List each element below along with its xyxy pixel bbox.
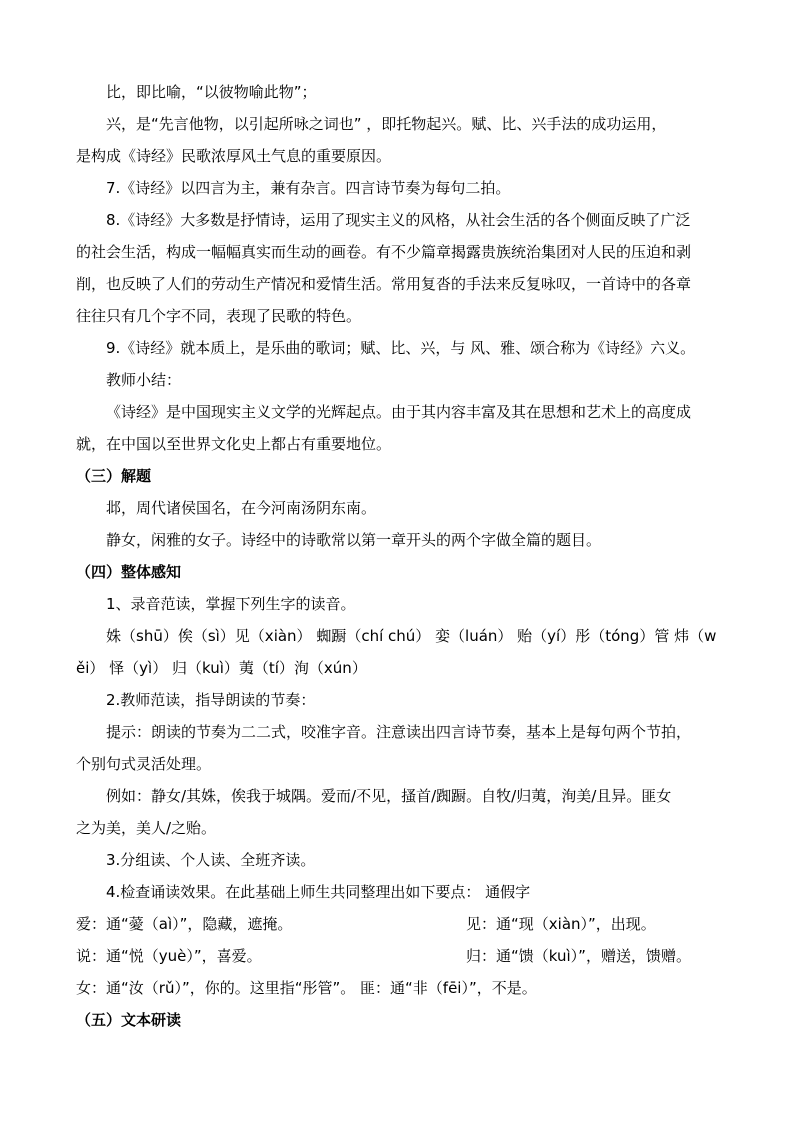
line-xing-definition: 兴，是“先言他物，以引起所咏之词也” ，即托物起兴。赋、比、兴手法的成功运用， [106,115,667,133]
loanword-ai: 爱：通“薆（aì）”，隐藏，遮掩。 [76,915,293,933]
line-bi-definition: 比，即比喻，“以彼物喻此物”； [106,83,317,101]
loanword-row-3: 女：通“汝（rǔ）”，你的。这里指“彤管”。 匪：通“非（fēi）”，不是。 [76,979,537,997]
item-8-cont-1: 的社会生活，构成一幅幅真实而生动的画卷。有不少篇章揭露贵族统治集团对人民的压迫和剥 [76,243,692,261]
explain-bei: 邶，周代诸侯国名，在今河南汤阴东南。 [106,499,377,517]
rhythm-example: 例如：静女/其姝，俟我于城隅。爱而/不见，搔首/踟蹰。自牧/归荑，洵美/且异。匪女 [106,787,672,805]
pronunciation-list-cont: ěi） 怿（yì） 归（kuì）荑（tí）洵（xún） [76,659,367,677]
loanword-row-2 [76,940,726,972]
line-xing-definition-cont: 是构成《诗经》民歌浓厚风土气息的重要原因。 [76,147,392,165]
item-8-cont-2: 削，也反映了人们的劳动生产情况和爱情生活。常用复沓的手法来反复咏叹，一首诗中的各章 [76,275,692,293]
rhythm-example-cont: 之为美，美人/之贻。 [76,819,217,837]
step-4: 4.检查诵读效果。在此基础上师生共同整理出如下要点： 通假字 [106,883,531,901]
item-8-cont-3: 往往只有几个字不同，表现了民歌的特色。 [76,307,362,325]
section-heading-4: （四）整体感知 [76,563,182,581]
pronunciation-list: 姝（shū）俟（sì）见（xiàn） 蜘蹰（chí chú） 娈（luán） 贻（yí）彤（tóng）管 炜（w [106,627,717,645]
item-8: 8.《诗经》大多数是抒情诗，运用了现实主义的风格，从社会生活的各个侧面反映了广泛 [106,211,691,229]
step-3: 3.分组读、个人读、全班齐读。 [106,851,316,869]
section-heading-3: （三）解题 [76,467,152,485]
loanword-row-1 [76,908,726,940]
section-heading-5: （五）文本研读 [76,1011,182,1029]
teacher-summary: 《诗经》是中国现实主义文学的光辉起点。由于其内容丰富及其在思想和艺术上的高度成 [106,403,692,421]
rhythm-tip: 提示：朗读的节奏为二二式，咬准字音。注意读出四言诗节奏，基本上是每句两个节拍， [106,723,692,741]
item-7: 7.《诗经》以四言为主，兼有杂言。四言诗节奏为每句二拍。 [106,179,511,197]
step-1: 1、录音范读，掌握下列生字的读音。 [106,595,356,613]
loanword-kui: 归：通“馈（kuì）”，赠送，馈赠。 [466,947,691,965]
teacher-summary-label: 教师小结： [106,371,182,389]
step-2: 2.教师范读，指导朗读的节奏： [106,691,316,709]
loanword-xian: 见：通“现（xiàn）”，出现。 [466,915,656,933]
teacher-summary-cont: 就，在中国以至世界文化史上都占有重要地位。 [76,435,392,453]
rhythm-tip-cont: 个别句式灵活处理。 [76,755,212,773]
loanword-yue: 说：通“悦（yuè）”，喜爱。 [76,947,262,965]
explain-jingnv: 静女，闲雅的女子。诗经中的诗歌常以第一章开头的两个字做全篇的题目。 [106,531,602,549]
item-9: 9.《诗经》就本质上，是乐曲的歌词；赋、比、兴，与 风、雅、颂合称为《诗经》六义。 [106,339,696,357]
